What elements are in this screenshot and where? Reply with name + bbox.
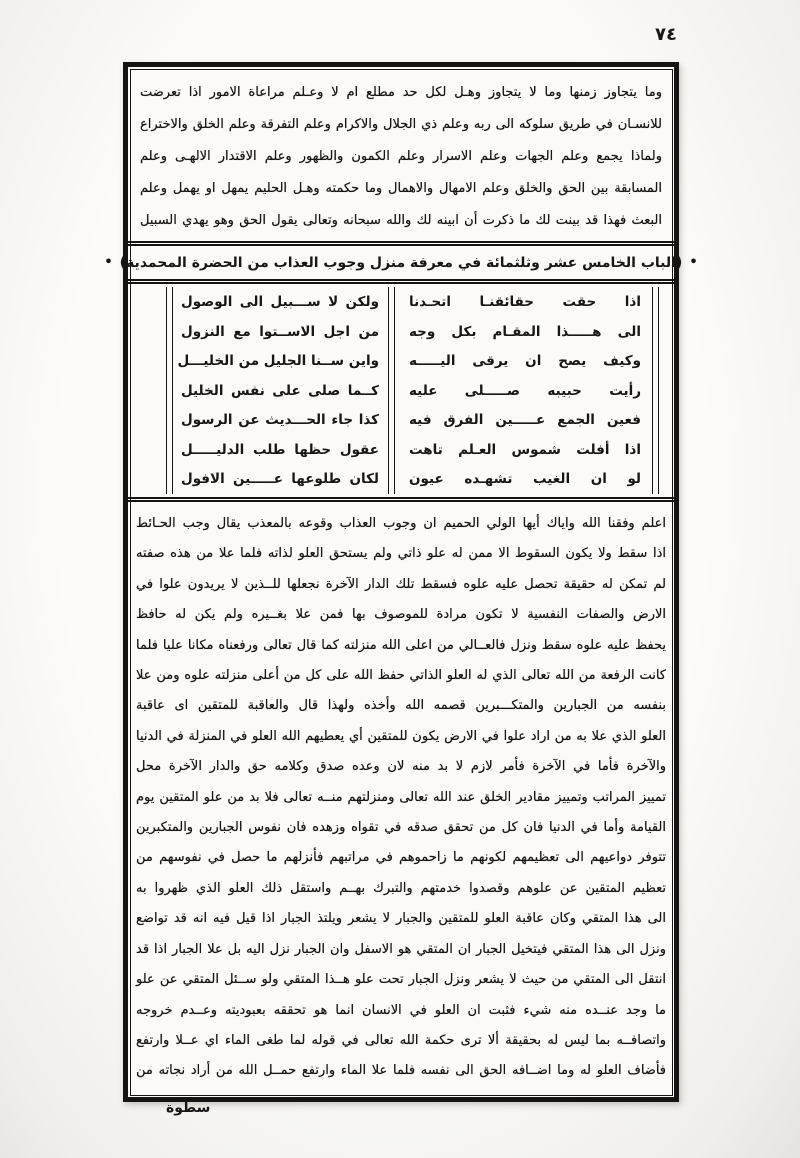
prose-line: واتصافــه بما ليس له بحقيقة ألا ترى حكمة الله تعالى في قوله لما طغى الماء اي عــلا وارتفع	[136, 1032, 666, 1048]
prose-line: انتقل الى المتقي من حيث لا يشعر ونزل الجبار تحت علو هــذا المتقي ولو ســئل المتقي عن علو	[136, 972, 666, 988]
prose-line: يحفظ عليه علوه سقط ونزل فالعــالي من اعلى الله منزلته كما قال تعالى ورفعناه مكانا عليا فلما	[136, 637, 666, 653]
prose-line: فأضاف العلو له وما اضــافه الحق الى نفسه فلما علا الماء وارتفع حمــل الله من أراد نجاته من	[136, 1063, 666, 1079]
prose-line: لم تمكن له حقيقة تحصل عليه علوه فسقط تلك الدار الآخرة نجعلها للــذين لا يريدون علوا في	[136, 576, 666, 592]
text-line: للانسـان في طريق سلوكه الى ربه وعلم ذي الجلال والاكرام وعلم التفرقة وعلم الخلق والاختراع	[140, 117, 662, 132]
main-prose-block	[128, 502, 674, 1087]
prose-line: اذا سقط ولا يكون السقوط الا ممن له علو ذاتي ولم يستحق العلو لذاته فلما علا من هذه صفته	[136, 546, 666, 562]
poem-line: كذا جاء الحـــديث عن الرسول	[181, 412, 379, 428]
chapter-heading-band	[104, 241, 698, 284]
poem-column-first-hemistichs	[400, 288, 650, 493]
poem-line: لكان طلوعها عـــــين الافول	[181, 471, 379, 487]
prose-line: تمييز المراتب وتمييز مقادير الخلق عند الله تعالى ومنزلتهم منــه تعالى فلا بد من علو المتقين يوم	[136, 789, 666, 805]
text-line: وما يتجاوز زمنها وما لا يتجاوز وهـل لكل حد مطلع ام لا وعـلم مراعاة الامور اذا تعرضت	[140, 85, 662, 100]
ornament-dot: •	[689, 255, 698, 270]
prose-line: القيامة وأما في الدنيا فان كل من تحقق صدقه في تقواه وزهده فان نفوس الجبارين والمتكبرين	[136, 820, 666, 836]
poem-line: رأيت حبيبه صـــــلى عليه	[409, 382, 641, 399]
poem-line: واين ســنا الجليل من الخليـــل	[177, 353, 379, 369]
prose-line: تعظيم المتقين عن علوهم وقصدوا خدمتهم والتبرك بهــم واستقل ذلك العلو الذي ظهروا به	[136, 880, 666, 896]
prose-line: بنفسه من الجبارين والمتكـــبرين قصمه الله وأخذه ولهذا قال والعاقبة للمتقين اى عاقبة	[136, 698, 666, 714]
poem-line: اذا أفلت شموس العـلم تاهت	[409, 441, 641, 458]
prose-line: الى هذا المتقي وكان عاقبة العلو للمتقين والجبار لا يشعر ويلتذ الجبار اذا قيل فيه انه قد تواضع	[136, 911, 666, 927]
prose-line: الارض والصفات النفسية لا تكون مرادة للموصوف بها فمن علا بغــيره ولم يكن له حافظ	[136, 607, 666, 623]
poem-line: عقول حظها طلب الدليـــــل	[181, 441, 379, 458]
poem-line: من اجل الاســتوا مع النزول	[181, 323, 379, 340]
poem-column-rule-right	[652, 287, 659, 494]
poem-section	[128, 284, 674, 502]
poem-column-rule-middle	[388, 287, 395, 494]
prose-line: تتوفر دواعيهم الى تعظيمهم لكونهم ما زاحموهم في مراتبهم فأنزلهم ما حصل في نفوسهم من	[136, 850, 666, 866]
text-line: المسابقة بين الحق والخلق وعلم الامهال والاهمال وما حكمته وهـل الحليم يمهل او يهمل وعلم	[140, 181, 662, 196]
prose-line: ما وجد عنــده منه شيء فثبت ان العلو في الانسان انما هو تحققه بعبوديته وعــدم خروجه	[136, 1002, 666, 1018]
chapter-heading-title: (الباب الخامس عشر وثلثمائة في معرفة منزل وجوب العذاب من الحضرة المحمدية)	[119, 254, 683, 271]
poem-line: فعين الجمع عـــــين الفرق فيه	[409, 412, 641, 428]
poem-line: وكيف يصح ان يرقى اليـــــه	[409, 353, 641, 369]
prose-line: كانت الرفعة من الله تعالى الذي له العلو الذاتي حفظ الله على كل من أعلى منزلته علوه ومن علا	[136, 668, 666, 684]
catchword: سطوة	[166, 1100, 211, 1116]
poem-line: اذا حقت حقائقنـا اتحـدنا	[409, 294, 641, 310]
opening-text-block	[128, 67, 674, 239]
poem-line: كــما صلى على نفس الخليل	[181, 382, 379, 399]
text-line: ولماذا يجمع وعلم الجهات وعلم الاسرار وعلم الكمون والظهور وعلم الاقتدار الالهـى وعلم	[140, 149, 662, 164]
page-number: ٧٤	[655, 24, 677, 45]
poem-column-rule-left	[166, 287, 173, 494]
prose-line: العلو الذي علا به من اراد علوا في الارض يكون للمتقين أي يعطيهم الله العلو في المنزلة في الدنيا	[136, 728, 666, 744]
poem-line: لو ان الغيب تشهـده عيون	[409, 471, 641, 487]
text-frame-border	[104, 62, 698, 1102]
poem-line: ولكن لا ســـبيل الى الوصول	[181, 294, 379, 310]
prose-line: ونزل الى هذا المتقي فيتخيل الجبار ان المتقي هو الاسفل وان الجبار نزل اليه بل علا الجبار اذا قد	[136, 941, 666, 957]
ornament-dot: •	[104, 255, 113, 270]
text-line: البعث فهذا قد بينت لك ما ذكرت أن ابينه لك والله سبحانه وتعالى يقول الحق وهو يهدي السبيل	[140, 213, 662, 228]
poem-column-second-hemistichs	[174, 288, 386, 493]
prose-line: والآخرة فأما في الآخرة فأمر لازم لا بد منه لان وعده صدق وكلامه حق والدار الآخرة محل	[136, 759, 666, 775]
prose-line: اعلم وفقنا الله واياك أيها الولي الحميم ان وجوب العذاب وقوعه بالمعذب يقال وجب الحـائط	[136, 516, 666, 531]
poem-line: الى هـــــذا المقـام بكل وجه	[409, 323, 641, 340]
